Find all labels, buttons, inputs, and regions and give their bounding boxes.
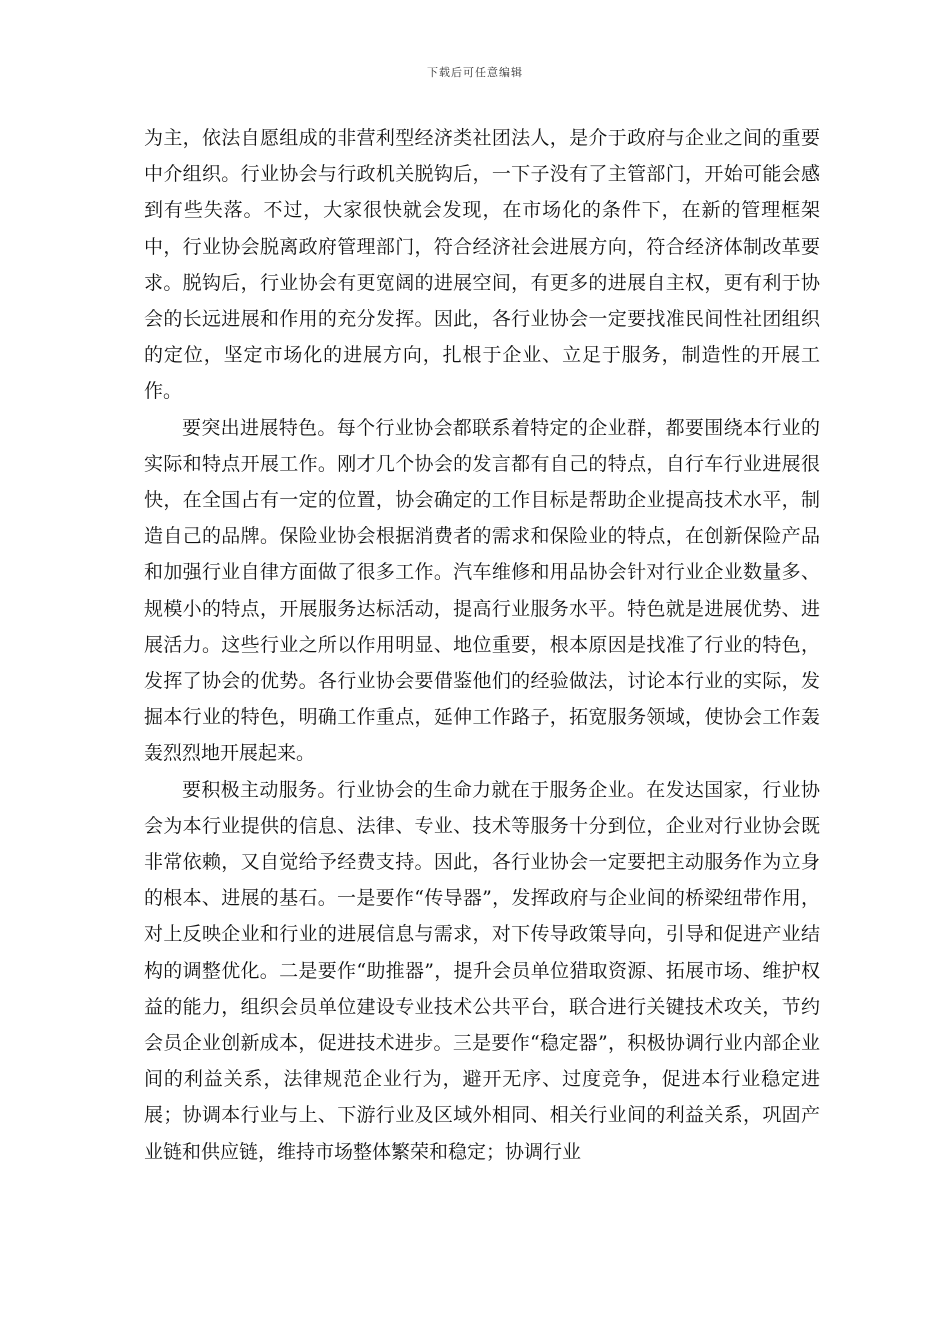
document-body bbox=[144, 120, 820, 1170]
page-header-note: 下载后可任意编辑 bbox=[427, 66, 523, 79]
paragraph-2: 要突出进展特色。每个行业协会都联系着特定的企业群，都要围绕本行业的实际和特点开展工作。刚才几个协会的发言都有自己的特点，自行车行业进展很快，在全国占有一定的位置，协会确定的工作目标是帮助企业提高技术水平，制造自己的品牌。保险业协会根据消费者的需求和保险业的特点，在创新保险产品和加强行业自律方面做了很多工作。汽车维修和用品协会针对行业企业数量多、规模小的特点，开展服务达标活动，提高行业服务水平。特色就是进展优势、进展活力。这些行业之所以作用明显、地位重要，根本原因是找准了行业的特色，发挥了协会的优势。各行业协会要借鉴他们的经验做法，讨论本行业的实际，发掘本行业的特色，明确工作重点，延伸工作路子，拓宽服务领域，使协会工作轰轰烈烈地开展起来。 bbox=[144, 416, 820, 765]
paragraph-1: 为主，依法自愿组成的非营利型经济类社团法人，是介于政府与企业之间的重要中介组织。行业协会与行政机关脱钩后，一下子没有了主管部门，开始可能会感到有些失落。不过，大家很快就会发现，在市场化的条件下，在新的管理框架中，行业协会脱离政府管理部门，符合经济社会进展方向，符合经济体制改革要求。脱钩后，行业协会有更宽阔的进展空间，有更多的进展自主权，更有利于协会的长远进展和作用的充分发挥。因此，各行业协会一定要找准民间性社团组织的定位，坚定市场化的进展方向，扎根于企业、立足于服务，制造性的开展工作。 bbox=[144, 127, 820, 403]
paragraph-3: 要积极主动服务。行业协会的生命力就在于服务企业。在发达国家，行业协会为本行业提供的信息、法律、专业、技术等服务十分到位，企业对行业协会既非常依赖，又自觉给予经费支持。因此，各行业协会一定要把主动服务作为立身的根本、进展的基石。一是要作“传导器”，发挥政府与企业间的桥梁纽带作用，对上反映企业和行业的进展信息与需求，对下传导政策导向，引导和促进产业结构的调整优化。二是要作“助推器”，提升会员单位猎取资源、拓展市场、维护权益的能力，组织会员单位建设专业技术公共平台，联合进行关键技术攻关，节约会员企业创新成本，促进技术进步。三是要作“稳定器”，积极协调行业内部企业间的利益关系，法律规范企业行为，避开无序、过度竞争，促进本行业稳定进展；协调本行业与上、下游行业及区域外相同、相关行业间的利益关系，巩固产业链和供应链，维持市场整体繁荣和稳定；协调行业 bbox=[144, 778, 820, 1163]
